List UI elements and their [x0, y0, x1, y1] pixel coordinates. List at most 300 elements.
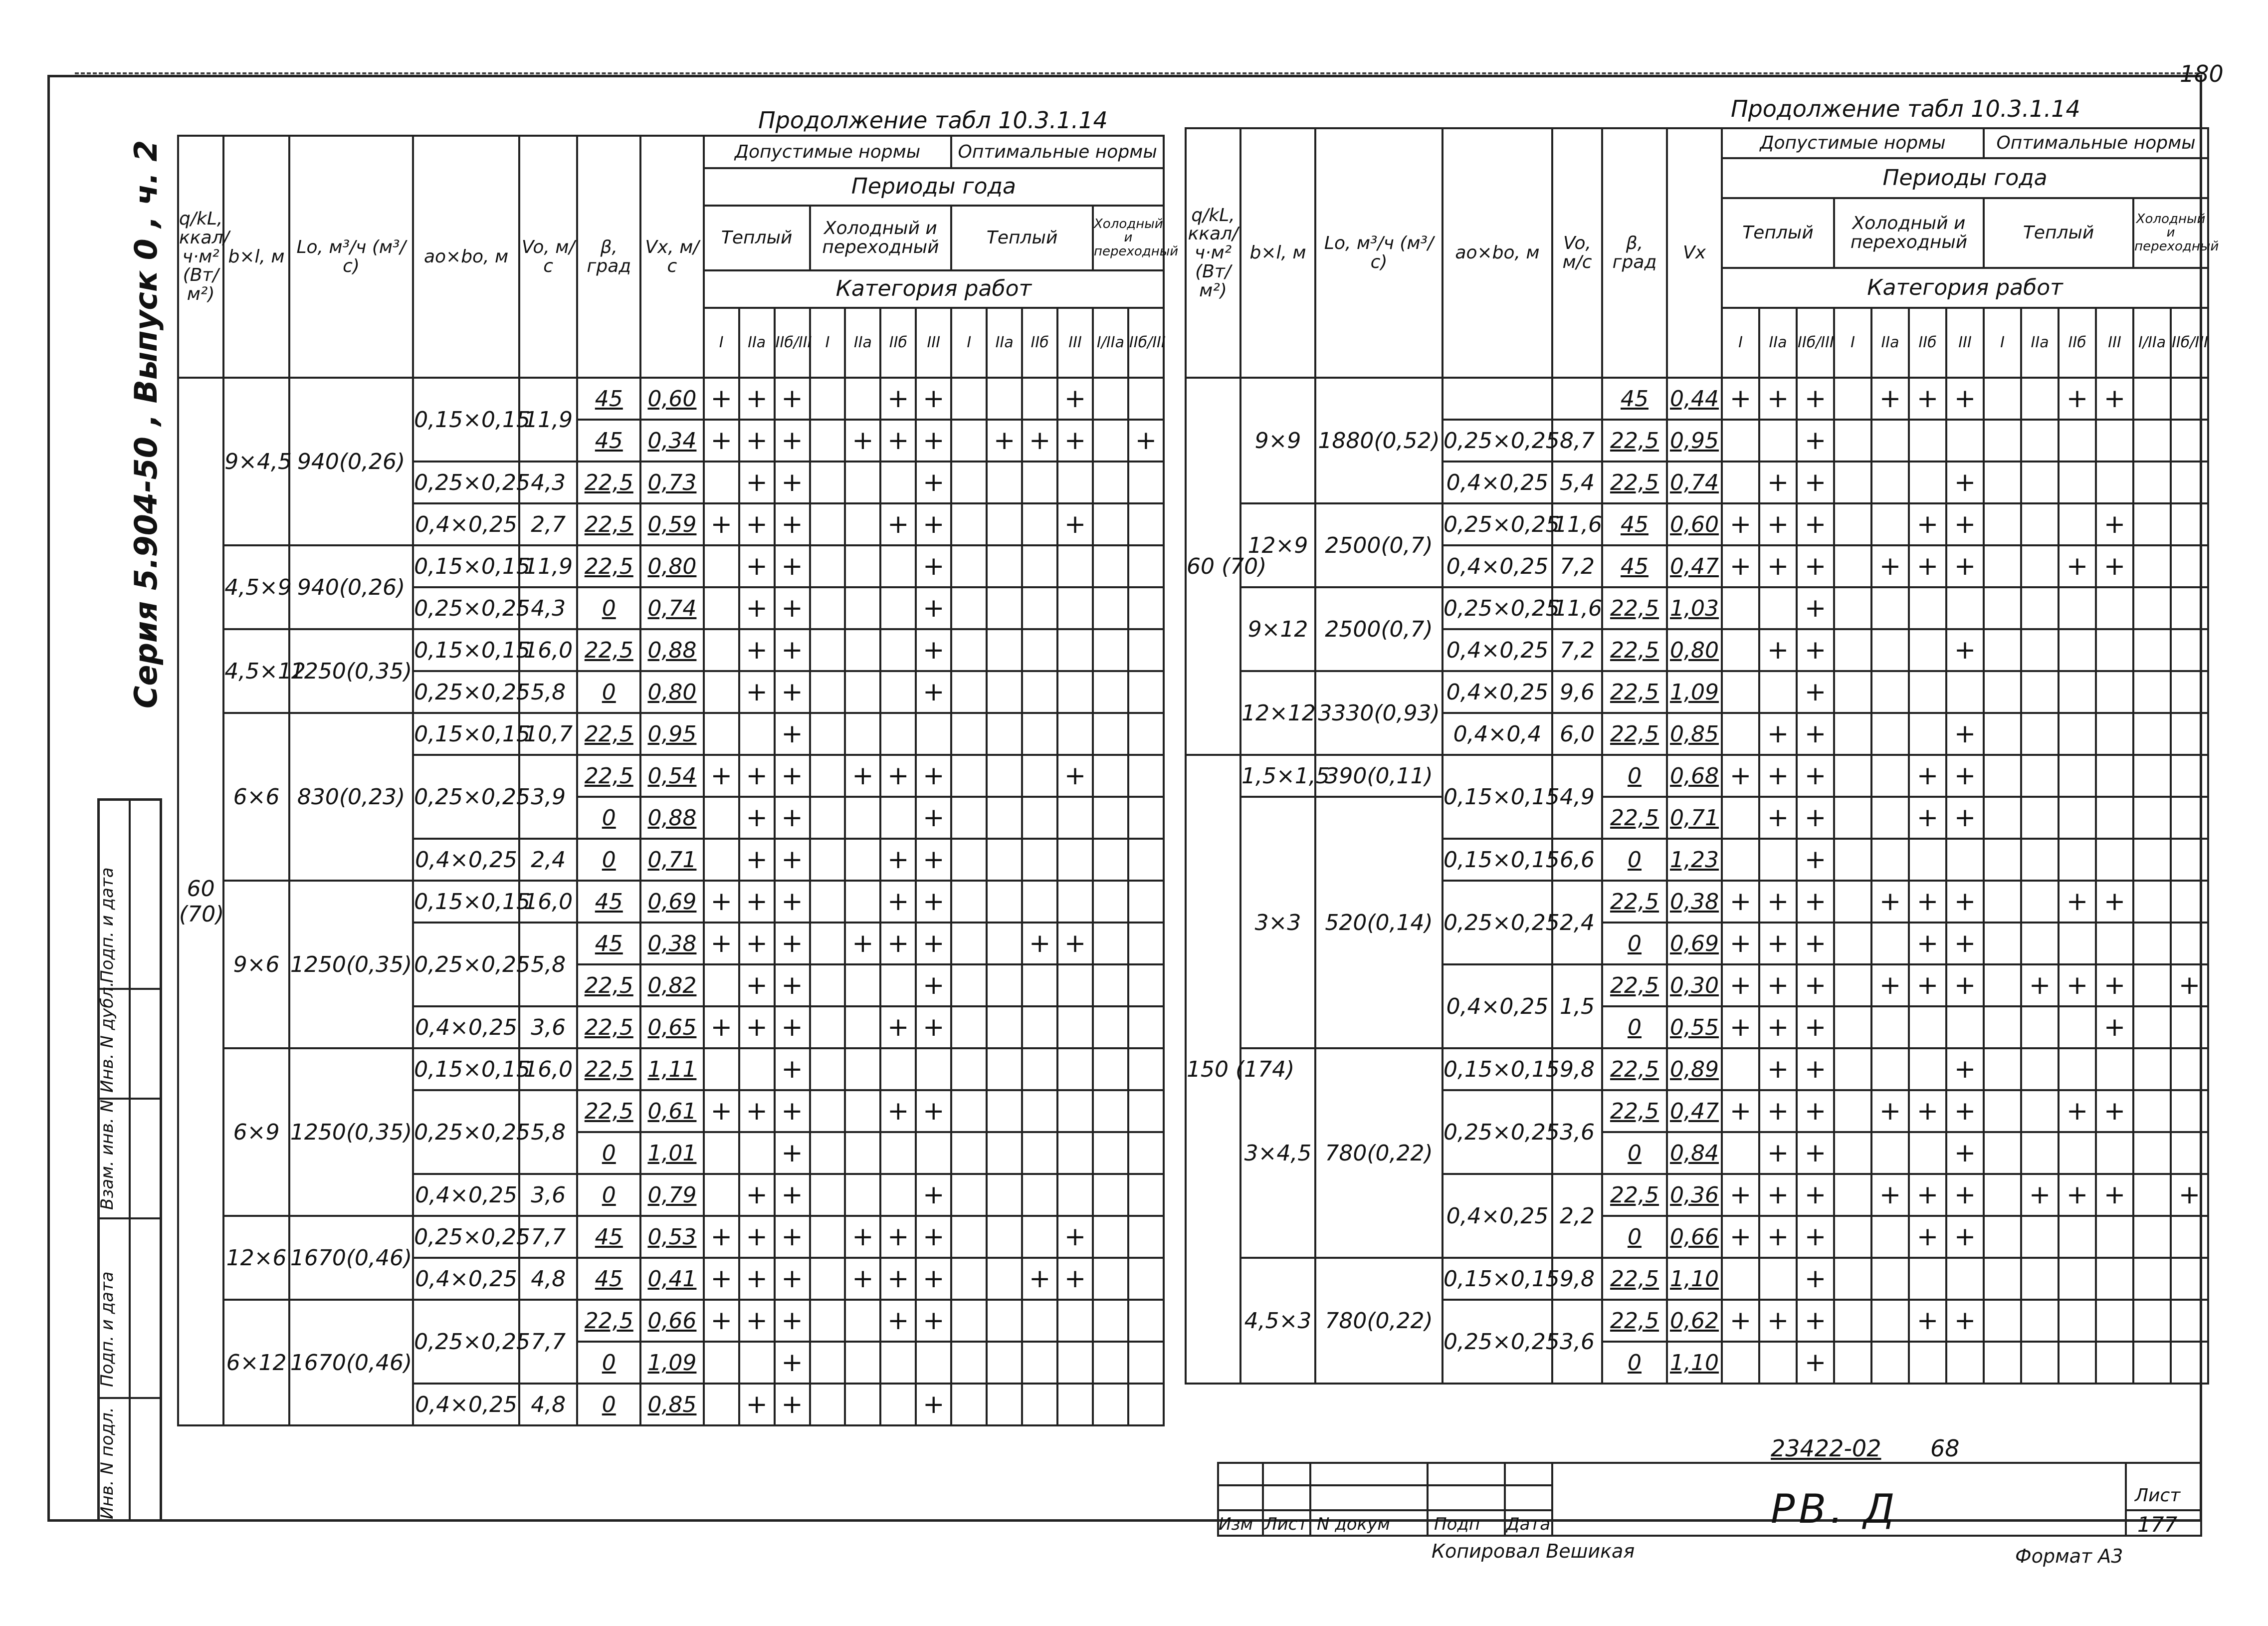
cell-mark — [1093, 1258, 1128, 1300]
cell-mark — [987, 545, 1022, 587]
cell-mark — [951, 1384, 987, 1425]
cell-mark: + — [739, 587, 775, 629]
cell-mark: + — [1909, 1300, 1946, 1342]
cell-ab: 0,4×0,25 — [1443, 545, 1552, 587]
cell-mark — [1984, 420, 2021, 462]
cell-mark: + — [739, 1006, 775, 1048]
category-header: IIа — [739, 308, 775, 378]
tb-line — [1217, 1484, 1551, 1486]
cell-bxl: 4,5×12 — [223, 629, 289, 713]
cell-mark — [704, 462, 739, 503]
cell-mark: + — [1871, 881, 1909, 923]
cell-mark: + — [880, 923, 916, 964]
cell-vo: 1,5 — [1552, 964, 1602, 1048]
cell-beta: 45 — [577, 923, 640, 964]
cell-beta: 45 — [1602, 545, 1667, 587]
cell-mark — [1022, 713, 1057, 755]
cell-mark — [1093, 1384, 1128, 1425]
cell-mark: + — [916, 1174, 951, 1216]
cell-mark: + — [2021, 1174, 2059, 1216]
cell-mark — [810, 1384, 845, 1425]
tb-line — [1309, 1462, 1311, 1537]
cell-mark: + — [1909, 1174, 1946, 1216]
cell-mark — [1128, 1132, 1164, 1174]
cell-mark — [2021, 1048, 2059, 1090]
cell-mark: + — [1946, 629, 1984, 671]
cell-bxl: 12×9 — [1240, 503, 1315, 587]
cell-vx: 0,53 — [640, 1216, 704, 1258]
cell-mark — [1984, 1090, 2021, 1132]
cell-mark — [2021, 1300, 2059, 1342]
cell-mark — [1093, 1090, 1128, 1132]
cell-ab: 0,25×0,25 — [413, 923, 519, 1006]
cell-mark — [1022, 1216, 1057, 1258]
cell-mark — [916, 1132, 951, 1174]
cell-mark — [1057, 1300, 1093, 1342]
cell-vo: 6,6 — [1552, 839, 1602, 881]
table-row — [1186, 671, 2208, 713]
cell-mark — [2021, 1132, 2059, 1174]
table-row — [178, 545, 1164, 587]
cell-mark — [987, 839, 1022, 881]
cell-mark — [1128, 1384, 1164, 1425]
cell-mark — [1984, 964, 2021, 1006]
cell-vx: 0,71 — [1667, 797, 1722, 839]
table-row — [1186, 378, 2208, 420]
cell-beta: 22,5 — [1602, 1048, 1667, 1090]
cell-mark — [1093, 420, 1128, 462]
cell-vo: 7,2 — [1552, 629, 1602, 671]
cell-vo: 5,4 — [1552, 462, 1602, 503]
cell-mark — [1128, 1090, 1164, 1132]
cell-mark — [1759, 671, 1797, 713]
cell-mark — [845, 1048, 880, 1090]
cell-mark — [1022, 1006, 1057, 1048]
cell-mark: + — [775, 587, 810, 629]
cell-beta: 0 — [577, 839, 640, 881]
cell-mark — [704, 713, 739, 755]
category-header: IIа — [987, 308, 1022, 378]
cell-beta: 22,5 — [1602, 1300, 1667, 1342]
cell-mark — [2059, 839, 2096, 881]
cell-mark — [1834, 1216, 1871, 1258]
cell-mark — [1722, 1258, 1759, 1300]
cell-mark — [987, 713, 1022, 755]
cell-mark — [1759, 587, 1797, 629]
cell-mark — [810, 378, 845, 420]
cell-mark — [1984, 1216, 2021, 1258]
cell-mark — [2021, 881, 2059, 923]
table-row — [1186, 797, 2208, 839]
cell-vx: 0,85 — [1667, 713, 1722, 755]
cell-ab: 0,4×0,25 — [1443, 462, 1552, 503]
series-label: Серия 5.904-50 , Выпуск 0 , ч. 2 — [128, 140, 164, 708]
cell-mark: + — [1797, 839, 1834, 881]
cell-mark: + — [1722, 545, 1759, 587]
cell-mark: + — [2096, 1006, 2133, 1048]
cell-mark — [1022, 755, 1057, 797]
cell-mark: + — [1797, 1258, 1834, 1300]
cell-beta: 0 — [577, 671, 640, 713]
category-header: I — [704, 308, 739, 378]
cell-vx: 0,95 — [640, 713, 704, 755]
cell-mark — [2171, 1006, 2208, 1048]
cell-mark — [2096, 839, 2133, 881]
cell-mark — [845, 964, 880, 1006]
cell-mark — [1984, 1300, 2021, 1342]
cell-mark: + — [2096, 881, 2133, 923]
cell-mark — [1128, 1300, 1164, 1342]
cell-bxl: 9×6 — [223, 881, 289, 1048]
cell-mark — [1057, 1132, 1093, 1174]
cell-mark — [1057, 1048, 1093, 1090]
cell-mark — [2059, 1300, 2096, 1342]
cell-mark — [987, 671, 1022, 713]
cell-mark — [2096, 797, 2133, 839]
cell-ab — [1443, 378, 1552, 420]
cell-mark — [951, 797, 987, 839]
cell-mark — [2021, 587, 2059, 629]
cell-mark: + — [916, 839, 951, 881]
cell-mark — [1984, 462, 2021, 503]
category-header: III — [2096, 308, 2133, 378]
cell-mark: + — [775, 545, 810, 587]
category-header: I — [1834, 308, 1871, 378]
cell-ab: 0,4×0,25 — [413, 1384, 519, 1425]
cell-mark — [810, 1300, 845, 1342]
cell-mark: + — [845, 1216, 880, 1258]
cell-mark: + — [739, 1384, 775, 1425]
cell-mark — [1871, 671, 1909, 713]
cell-mark — [1834, 1174, 1871, 1216]
cell-mark — [1093, 755, 1128, 797]
cell-vo: 2,4 — [519, 839, 578, 881]
cell-mark — [1834, 671, 1871, 713]
cell-vx: 0,65 — [640, 1006, 704, 1048]
cell-mark — [1871, 462, 1909, 503]
cell-mark — [951, 420, 987, 462]
cell-mark — [1984, 1258, 2021, 1300]
cell-mark: + — [1871, 545, 1909, 587]
hdr-ab: ao×bo, м — [1443, 128, 1552, 378]
cell-mark: + — [739, 1174, 775, 1216]
cell-mark — [1984, 1048, 2021, 1090]
cell-mark — [1984, 839, 2021, 881]
cell-bxl: 3×3 — [1240, 797, 1315, 1048]
cell-vx: 0,68 — [1667, 755, 1722, 797]
cell-mark: + — [1057, 420, 1093, 462]
cell-mark: + — [1909, 755, 1946, 797]
cell-mark: + — [1946, 1216, 1984, 1258]
cell-mark — [1128, 839, 1164, 881]
cell-mark: + — [704, 503, 739, 545]
cell-mark — [739, 1048, 775, 1090]
cell-vx: 0,73 — [640, 462, 704, 503]
cell-mark: + — [1797, 1216, 1834, 1258]
cell-mark — [1022, 545, 1057, 587]
hdr-vo: Vo, м/с — [1552, 128, 1602, 378]
cell-mark: + — [739, 881, 775, 923]
cell-lo: 2500(0,7) — [1315, 503, 1443, 587]
hdr-periods: Периоды года — [1722, 158, 2208, 198]
cell-mark — [2021, 797, 2059, 839]
cell-mark: + — [1759, 964, 1797, 1006]
cell-mark: + — [739, 755, 775, 797]
cell-mark — [1093, 1216, 1128, 1258]
cell-mark — [2059, 1132, 2096, 1174]
cell-mark — [1871, 839, 1909, 881]
cell-beta: 45 — [577, 378, 640, 420]
cell-mark — [704, 1384, 739, 1425]
cell-mark: + — [739, 503, 775, 545]
cell-mark — [2021, 420, 2059, 462]
cell-mark — [1984, 755, 2021, 797]
hdr-dop: Допустимые нормы — [704, 136, 952, 168]
cell-mark: + — [1759, 923, 1797, 964]
doc-number-suffix: 68 — [1930, 1435, 1960, 1462]
cell-mark: + — [1759, 713, 1797, 755]
cell-beta: 22,5 — [1602, 629, 1667, 671]
cell-mark: + — [916, 755, 951, 797]
left-table — [177, 135, 1179, 1426]
cell-mark — [810, 839, 845, 881]
cell-mark — [880, 671, 916, 713]
cell-vo: 4,8 — [519, 1258, 578, 1300]
cell-mark — [987, 503, 1022, 545]
cell-mark: + — [775, 1006, 810, 1048]
cell-mark — [1871, 503, 1909, 545]
cell-mark — [2171, 629, 2208, 671]
cell-mark: + — [704, 1216, 739, 1258]
cell-mark — [845, 881, 880, 923]
cell-mark — [1909, 629, 1946, 671]
cell-mark — [704, 1342, 739, 1384]
tb-label-izm: Изм — [1219, 1514, 1253, 1534]
cell-mark — [1057, 671, 1093, 713]
cell-mark: + — [1871, 1090, 1909, 1132]
cell-mark — [2096, 1300, 2133, 1342]
cell-mark — [1834, 923, 1871, 964]
hdr-lo: Lo, м³/ч (м³/с) — [1315, 128, 1443, 378]
hdr-ab: ao×bo, м — [413, 136, 519, 378]
hdr-warm2: Теплый — [951, 206, 1093, 270]
cell-mark — [2021, 839, 2059, 881]
cell-ab: 0,25×0,25 — [1443, 420, 1552, 462]
cell-mark — [880, 1174, 916, 1216]
table-row — [178, 1048, 1164, 1090]
cell-mark — [1871, 923, 1909, 964]
cell-mark: + — [1722, 881, 1759, 923]
cell-vx: 0,80 — [1667, 629, 1722, 671]
cell-mark — [2059, 629, 2096, 671]
cell-mark: + — [1057, 1216, 1093, 1258]
cell-mark: + — [1871, 378, 1909, 420]
cell-mark — [810, 1216, 845, 1258]
cell-vx: 0,82 — [640, 964, 704, 1006]
cell-mark: + — [1909, 545, 1946, 587]
cell-ab: 0,25×0,25 — [413, 1300, 519, 1384]
cell-mark — [1834, 964, 1871, 1006]
tb-label-data: Дата — [1506, 1514, 1551, 1534]
cell-mark — [1984, 629, 2021, 671]
cell-mark — [2171, 503, 2208, 545]
cell-mark — [2021, 462, 2059, 503]
cell-mark — [1984, 881, 2021, 923]
cell-mark — [2021, 755, 2059, 797]
cell-mark: + — [1946, 545, 1984, 587]
cell-mark — [1057, 1384, 1093, 1425]
cell-beta: 22,5 — [577, 629, 640, 671]
stamp-podp-data-2: Подп. и дата — [97, 867, 117, 983]
cell-mark — [1128, 1174, 1164, 1216]
cell-mark: + — [739, 839, 775, 881]
cell-mark — [704, 1132, 739, 1174]
cell-mark — [1128, 671, 1164, 713]
cell-mark — [1022, 1090, 1057, 1132]
cell-mark — [845, 671, 880, 713]
cell-mark — [951, 378, 987, 420]
cell-vo: 2,7 — [519, 503, 578, 545]
cell-mark: + — [775, 1132, 810, 1174]
cell-mark — [2133, 545, 2171, 587]
cell-vo: 7,7 — [519, 1300, 578, 1384]
cell-mark — [1128, 755, 1164, 797]
cell-mark — [2171, 587, 2208, 629]
cell-mark — [704, 545, 739, 587]
hdr-cold2: Холодный и переходный — [1093, 206, 1164, 270]
cell-mark — [845, 378, 880, 420]
cell-bxl: 6×12 — [223, 1300, 289, 1425]
cell-mark: + — [1057, 503, 1093, 545]
tb-label-podp: Подп — [1434, 1514, 1480, 1534]
cell-mark — [1057, 1174, 1093, 1216]
cell-mark — [2021, 671, 2059, 713]
cell-vo: 7,7 — [519, 1216, 578, 1258]
cell-mark: + — [1797, 420, 1834, 462]
cell-mark — [951, 1090, 987, 1132]
cell-mark — [845, 839, 880, 881]
cell-lo: 940(0,26) — [289, 378, 413, 545]
table-row — [1186, 503, 2208, 545]
cell-beta: 22,5 — [1602, 881, 1667, 923]
cell-mark — [1871, 1342, 1909, 1384]
cell-mark — [1946, 1258, 1984, 1300]
cell-mark: + — [1722, 1006, 1759, 1048]
cell-mark — [880, 1342, 916, 1384]
cell-mark — [1759, 839, 1797, 881]
cell-mark: + — [1759, 545, 1797, 587]
cell-mark — [2096, 420, 2133, 462]
cell-mark: + — [1797, 797, 1834, 839]
cell-mark — [1909, 462, 1946, 503]
cell-mark — [2021, 503, 2059, 545]
stamp-podp-data: Подп. и дата — [97, 1271, 117, 1387]
cell-vo: 4,9 — [1552, 755, 1602, 839]
cell-mark: + — [739, 1258, 775, 1300]
cell-mark — [951, 1300, 987, 1342]
cell-mark — [1022, 881, 1057, 923]
cell-mark — [810, 1006, 845, 1048]
doc-code: РВ. Д — [1771, 1486, 1899, 1532]
cell-lo: 780(0,22) — [1315, 1048, 1443, 1258]
cell-mark: + — [1946, 713, 1984, 755]
cell-vx: 0,62 — [1667, 1300, 1722, 1342]
cell-mark — [2133, 881, 2171, 923]
category-header: IIб/III — [775, 308, 810, 378]
cell-mark — [845, 545, 880, 587]
hdr-bxl: b×l, м — [223, 136, 289, 378]
cell-mark — [704, 797, 739, 839]
hdr-periods: Периоды года — [704, 168, 1164, 206]
cell-mark — [845, 713, 880, 755]
cell-beta: 22,5 — [1602, 462, 1667, 503]
cell-mark — [2021, 1258, 2059, 1300]
cell-mark — [2171, 1048, 2208, 1090]
cell-mark: + — [1022, 1258, 1057, 1300]
cell-vo: 3,6 — [1552, 1090, 1602, 1174]
cell-mark — [845, 797, 880, 839]
cell-mark: + — [1946, 881, 1984, 923]
cell-mark — [1022, 964, 1057, 1006]
cell-mark — [1022, 629, 1057, 671]
cell-ab: 0,4×0,4 — [1443, 713, 1552, 755]
table-row — [178, 1216, 1164, 1258]
cell-mark — [1834, 881, 1871, 923]
cell-mark — [880, 713, 916, 755]
cell-mark — [1022, 503, 1057, 545]
table-row — [1186, 755, 2208, 797]
hdr-warm: Теплый — [1722, 198, 1834, 268]
cell-lo: 830(0,23) — [289, 713, 413, 881]
cell-mark: + — [704, 923, 739, 964]
cell-mark — [1093, 545, 1128, 587]
cell-mark — [1909, 587, 1946, 629]
cell-mark — [1022, 1342, 1057, 1384]
cell-mark: + — [1909, 1090, 1946, 1132]
cell-mark — [987, 1342, 1022, 1384]
table-row — [178, 378, 1164, 420]
cell-vx: 0,44 — [1667, 378, 1722, 420]
cell-mark — [2133, 1132, 2171, 1174]
category-header: IIб/III — [1797, 308, 1834, 378]
cell-mark — [2133, 1174, 2171, 1216]
cell-mark: + — [2059, 964, 2096, 1006]
cell-mark — [1093, 964, 1128, 1006]
cell-mark: + — [775, 1384, 810, 1425]
cell-mark — [2171, 797, 2208, 839]
cell-mark — [2096, 1258, 2133, 1300]
cell-mark — [2021, 629, 2059, 671]
cell-vx: 1,10 — [1667, 1258, 1722, 1300]
cell-mark — [987, 1132, 1022, 1174]
hdr-cat: Категория работ — [704, 270, 1164, 308]
cell-mark: + — [1722, 1174, 1759, 1216]
cell-mark — [951, 1342, 987, 1384]
cell-mark — [987, 629, 1022, 671]
cell-mark: + — [1797, 587, 1834, 629]
cell-mark — [1722, 1132, 1759, 1174]
cell-mark: + — [916, 1258, 951, 1300]
cell-mark — [2133, 755, 2171, 797]
cell-mark — [1984, 797, 2021, 839]
cell-ab: 0,15×0,15 — [1443, 1048, 1552, 1090]
cell-mark — [845, 462, 880, 503]
cell-mark — [1093, 462, 1128, 503]
cell-mark — [2096, 755, 2133, 797]
right-table — [1185, 127, 2219, 1385]
cell-mark — [1057, 587, 1093, 629]
cell-mark — [2059, 923, 2096, 964]
